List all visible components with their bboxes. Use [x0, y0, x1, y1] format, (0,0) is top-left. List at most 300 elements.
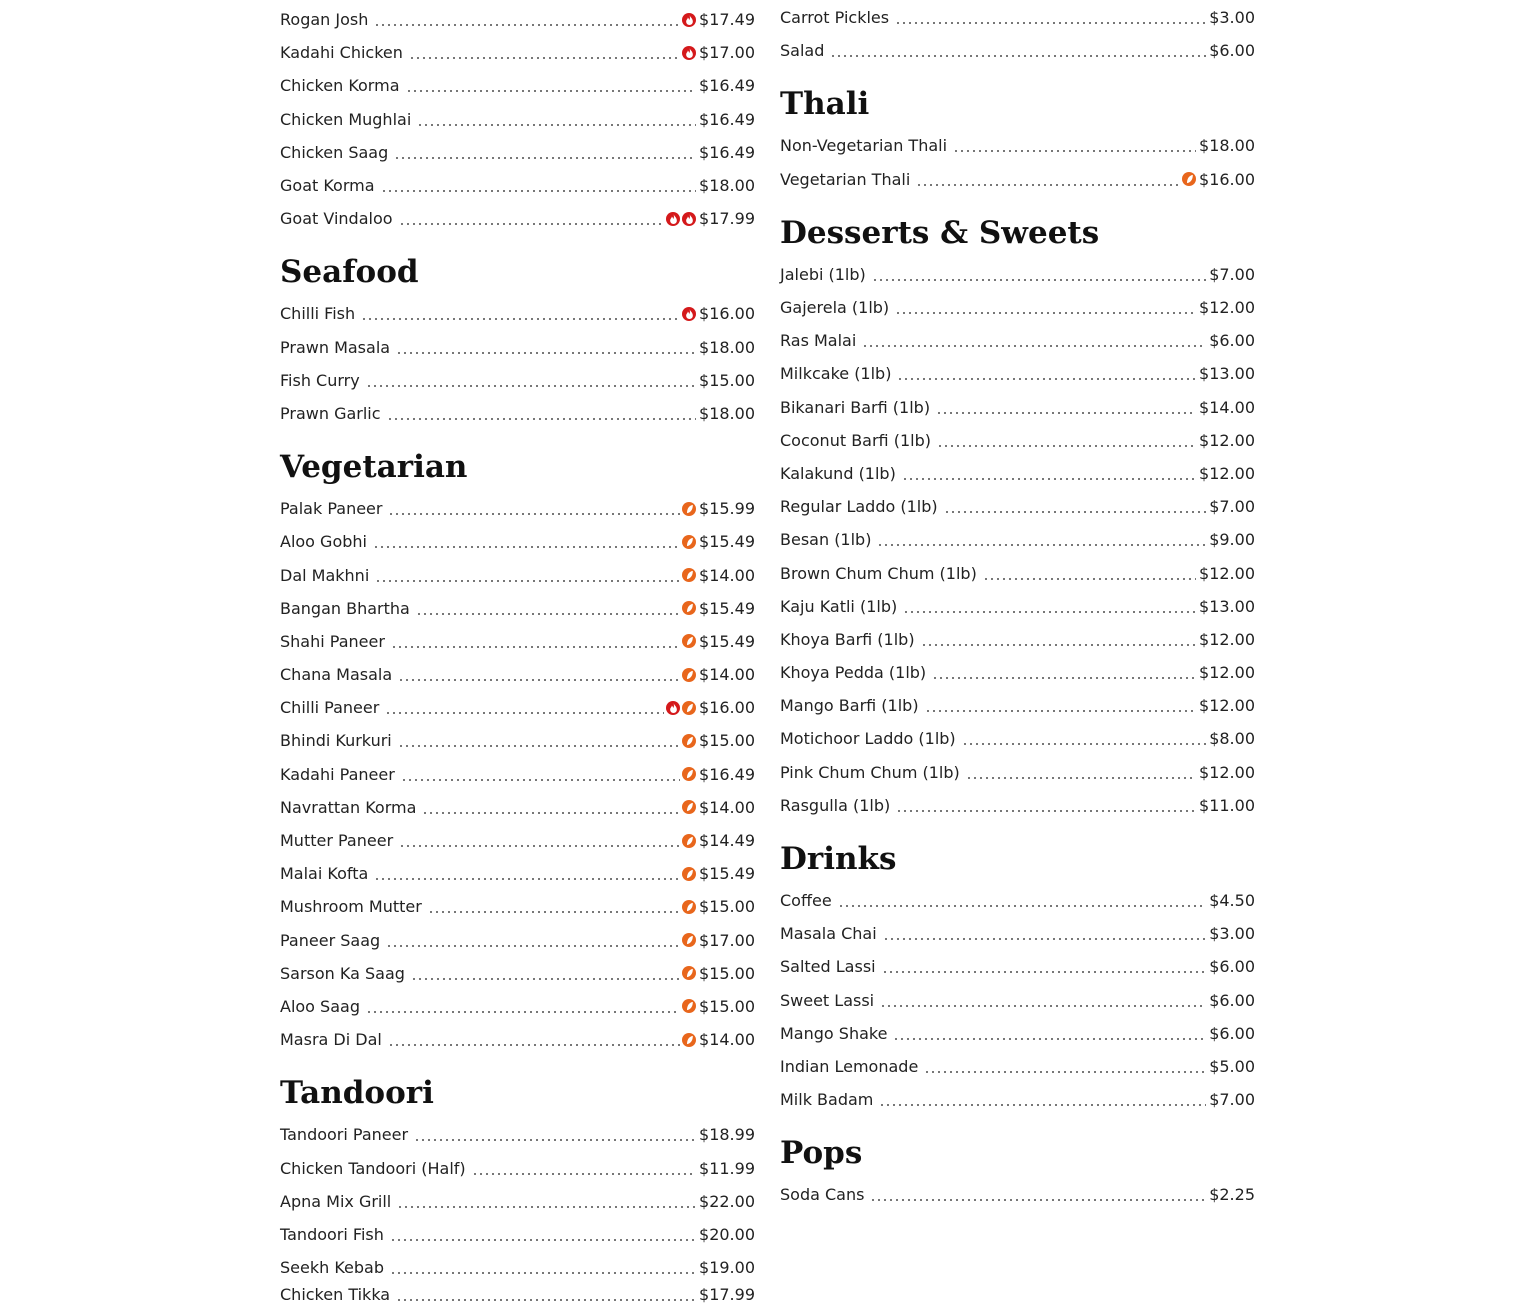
menu-item-name: Kadahi Chicken: [280, 43, 403, 63]
menu-item-price: $18.99: [699, 1125, 755, 1145]
dot-leader: [398, 679, 680, 681]
dot-leader: [862, 345, 1206, 347]
menu-item-icons: [682, 1033, 696, 1047]
menu-item-icons: [682, 900, 696, 914]
menu-item-name: Regular Laddo (1lb): [780, 497, 938, 517]
menu-item: [780, 424, 1255, 457]
dot-leader: [373, 546, 680, 548]
menu-item-icons: [682, 668, 696, 682]
menu-item-name: Chilli Paneer: [280, 698, 380, 718]
veg-icon: [682, 734, 696, 748]
menu-item-icons: [682, 46, 696, 60]
dot-leader: [903, 611, 1196, 613]
menu-item-price: $18.00: [1199, 136, 1255, 156]
menu-item-name: Dal Makhni: [280, 565, 370, 585]
menu-item-name: Aloo Gobhi: [280, 532, 367, 552]
menu-item: [780, 129, 1255, 162]
dot-leader: [390, 1272, 696, 1274]
menu-item-price: $9.00: [1209, 530, 1255, 550]
menu-item-name: Mutter Paneer: [280, 831, 394, 851]
menu-item: [280, 297, 755, 330]
menu-item: [280, 3, 755, 36]
menu-item-icons: [682, 966, 696, 980]
menu-item: [780, 722, 1255, 755]
dot-leader: [880, 1005, 1206, 1007]
dot-leader: [374, 24, 680, 26]
menu-item: [780, 756, 1255, 789]
dot-leader: [872, 279, 1206, 281]
veg-icon: [682, 966, 696, 980]
dot-leader: [883, 938, 1207, 940]
dot-leader: [417, 124, 696, 126]
section-title: Thali: [780, 86, 870, 123]
menu-item-price: $13.00: [1199, 364, 1255, 384]
menu-item: [280, 791, 755, 824]
menu-item-name: Brown Chum Chum (1lb): [780, 563, 977, 583]
menu-item: [780, 917, 1255, 950]
section-title: Pops: [780, 1135, 863, 1172]
dot-leader: [902, 478, 1196, 480]
menu-item-name: Palak Paneer: [280, 499, 383, 519]
section-title: Vegetarian: [280, 449, 468, 486]
menu-item: [280, 364, 755, 397]
dot-leader: [944, 511, 1207, 513]
menu-item: [780, 34, 1255, 67]
dot-leader: [414, 1139, 696, 1141]
dot-leader: [916, 184, 1180, 186]
menu-item-price: $6.00: [1209, 331, 1255, 351]
menu-item-price: $15.00: [699, 370, 755, 390]
dot-leader: [361, 318, 680, 320]
menu-item-price: $18.00: [699, 176, 755, 196]
veg-icon: [682, 834, 696, 848]
menu-item-icons: [1182, 172, 1196, 186]
menu-item-icons: [682, 800, 696, 814]
menu-item: [280, 103, 755, 136]
menu-item-name: Kaju Katli (1lb): [780, 596, 898, 616]
dot-leader: [895, 22, 1206, 24]
veg-icon: [682, 601, 696, 615]
menu-item-price: $15.49: [699, 532, 755, 552]
spicy-icon: [666, 212, 680, 226]
dot-leader: [932, 677, 1196, 679]
menu-item-price: $7.00: [1209, 497, 1255, 517]
menu-item-name: Chicken Tikka: [280, 1284, 391, 1304]
menu-item-icons: [682, 834, 696, 848]
menu-item: [280, 558, 755, 591]
menu-item-name: Ras Malai: [780, 331, 857, 351]
section-title: Desserts & Sweets: [780, 214, 1100, 251]
menu-item-icons: [666, 212, 696, 226]
menu-item-name: Sweet Lassi: [780, 990, 875, 1010]
menu-item-price: $15.00: [699, 897, 755, 917]
menu-item-name: Goat Vindaloo: [280, 209, 393, 229]
menu-item-price: $15.00: [699, 731, 755, 751]
dot-leader: [366, 1011, 680, 1013]
menu-item-price: $6.00: [1209, 1023, 1255, 1043]
menu-item-price: $16.49: [699, 109, 755, 129]
menu-item-price: $17.00: [699, 43, 755, 63]
menu-item-name: Paneer Saag: [280, 930, 381, 950]
veg-icon: [682, 767, 696, 781]
menu-item-price: $8.00: [1209, 729, 1255, 749]
menu-item: [280, 331, 755, 364]
menu-item-price: $6.00: [1209, 41, 1255, 61]
menu-item-name: Carrot Pickles: [780, 8, 890, 28]
dot-leader: [472, 1173, 696, 1175]
menu-item-icons: [682, 634, 696, 648]
dot-leader: [428, 911, 680, 913]
spicy-icon: [666, 701, 680, 715]
menu-item: [280, 202, 755, 235]
veg-icon: [682, 900, 696, 914]
menu-item-price: $7.00: [1209, 264, 1255, 284]
veg-icon: [682, 701, 696, 715]
menu-item-icons: [682, 867, 696, 881]
dot-leader: [388, 1044, 680, 1046]
menu-item-name: Salted Lassi: [780, 957, 876, 977]
menu-item-name: Milk Badam: [780, 1090, 874, 1110]
menu-item-price: $11.00: [1199, 795, 1255, 815]
menu-item-price: $12.00: [1199, 463, 1255, 483]
menu-item-price: $13.00: [1199, 596, 1255, 616]
menu-item-name: Bangan Bhartha: [280, 598, 410, 618]
dot-leader: [406, 90, 697, 92]
dot-leader: [953, 150, 1196, 152]
veg-icon: [682, 933, 696, 947]
menu-item-price: $19.00: [699, 1258, 755, 1278]
dot-leader: [936, 412, 1196, 414]
menu-item: [280, 957, 755, 990]
dot-leader: [401, 779, 680, 781]
menu-item-icons: [682, 502, 696, 516]
dot-leader: [398, 745, 680, 747]
menu-item-price: $15.49: [699, 631, 755, 651]
menu-item: [780, 590, 1255, 623]
menu-item-price: $7.00: [1209, 1090, 1255, 1110]
menu-item-name: Chicken Saag: [280, 142, 389, 162]
menu-item: [780, 324, 1255, 357]
menu-item-name: Tandoori Paneer: [280, 1125, 409, 1145]
menu-item-price: $4.50: [1209, 891, 1255, 911]
menu-item-icons: [682, 601, 696, 615]
menu-item-price: $15.00: [699, 996, 755, 1016]
menu-item-price: $16.49: [699, 142, 755, 162]
dot-leader: [422, 812, 680, 814]
dot-leader: [966, 777, 1196, 779]
menu-item-price: $11.99: [699, 1158, 755, 1178]
menu-item: [280, 758, 755, 791]
menu-item-name: Sarson Ka Saag: [280, 963, 405, 983]
section-title: Drinks: [780, 840, 897, 877]
menu-item-name: Bhindi Kurkuri: [280, 731, 392, 751]
menu-item-name: Chicken Korma: [280, 76, 400, 96]
menu-item-icons: [682, 568, 696, 582]
menu-item: [780, 884, 1255, 917]
menu-item: [280, 492, 755, 525]
menu-column-left: [280, 0, 755, 1304]
menu-item-name: Indian Lemonade: [780, 1056, 919, 1076]
menu-item: [280, 625, 755, 658]
menu-item-name: Pink Chum Chum (1lb): [780, 762, 960, 782]
menu-item-name: Khoya Pedda (1lb): [780, 663, 927, 683]
menu-item: [280, 525, 755, 558]
menu-item-price: $15.00: [699, 963, 755, 983]
menu-item: [780, 258, 1255, 291]
menu-item: [280, 990, 755, 1023]
menu-item: [780, 523, 1255, 556]
dot-leader: [391, 646, 680, 648]
menu-item: [280, 724, 755, 757]
menu-item: [280, 890, 755, 923]
menu-item-name: Mango Barfi (1lb): [780, 696, 919, 716]
menu-item: [280, 136, 755, 169]
menu-item-name: Non-Vegetarian Thali: [780, 136, 948, 156]
dot-leader: [870, 1199, 1206, 1201]
veg-icon: [682, 1033, 696, 1047]
menu-item-name: Milkcake (1lb): [780, 364, 892, 384]
dot-leader: [397, 1206, 696, 1208]
menu-item-price: $22.00: [699, 1191, 755, 1211]
menu-item-name: Masala Chai: [780, 924, 877, 944]
menu-item: [780, 1083, 1255, 1116]
menu-item-price: $14.00: [699, 665, 755, 685]
menu-item: [280, 169, 755, 202]
menu-item: [280, 857, 755, 890]
menu-item-name: Motichoor Laddo (1lb): [780, 729, 956, 749]
menu-item-icons: [682, 999, 696, 1013]
dot-leader: [924, 1071, 1206, 1073]
menu-item-price: $15.49: [699, 598, 755, 618]
menu-item: [780, 1050, 1255, 1083]
menu-item-price: $14.00: [699, 565, 755, 585]
menu-item: [780, 163, 1255, 196]
menu-item: [280, 924, 755, 957]
menu-item: [780, 391, 1255, 424]
veg-icon: [682, 535, 696, 549]
menu-item-name: Tandoori Fish: [280, 1224, 384, 1244]
dot-leader: [896, 810, 1196, 812]
dot-leader: [921, 644, 1196, 646]
menu-item-name: Khoya Barfi (1lb): [780, 629, 915, 649]
menu-item: [780, 291, 1255, 324]
menu-item: [280, 1118, 755, 1151]
menu-item-price: $12.00: [1199, 762, 1255, 782]
veg-icon: [682, 867, 696, 881]
menu-item: [280, 397, 755, 430]
dot-leader: [387, 418, 696, 420]
menu-item-price: $16.00: [699, 304, 755, 324]
menu-item-price: $5.00: [1209, 1056, 1255, 1076]
veg-icon: [682, 800, 696, 814]
menu-item-name: Mango Shake: [780, 1023, 888, 1043]
menu-item-price: $16.49: [699, 764, 755, 784]
menu-item-price: $18.00: [699, 337, 755, 357]
menu-item-name: Coconut Barfi (1lb): [780, 430, 931, 450]
menu-item-price: $17.00: [699, 930, 755, 950]
dot-leader: [375, 580, 680, 582]
menu-item-price: $6.00: [1209, 990, 1255, 1010]
dot-leader: [399, 223, 665, 225]
dot-leader: [416, 613, 680, 615]
menu-item-name: Prawn Garlic: [280, 403, 381, 423]
menu-item-price: $14.00: [699, 797, 755, 817]
menu-item-name: Shahi Paneer: [280, 631, 385, 651]
menu-item-name: Masra Di Dal: [280, 1030, 382, 1050]
dot-leader: [394, 157, 696, 159]
dot-leader: [897, 378, 1196, 380]
menu-item-name: Chana Masala: [280, 665, 393, 685]
menu-item-name: Kadahi Paneer: [280, 764, 395, 784]
menu-item-price: $18.00: [699, 403, 755, 423]
menu-item-price: $14.49: [699, 831, 755, 851]
menu-item-name: Seekh Kebab: [280, 1258, 384, 1278]
dot-leader: [374, 878, 680, 880]
veg-icon: [1182, 172, 1196, 186]
menu-item-name: Malai Kofta: [280, 864, 369, 884]
menu-item-price: $17.99: [699, 1284, 755, 1304]
dot-leader: [381, 190, 696, 192]
dot-leader: [366, 385, 696, 387]
menu-column-right: [780, 0, 1255, 1211]
dot-leader: [937, 445, 1196, 447]
menu-item: [780, 457, 1255, 490]
menu-item-price: $12.00: [1199, 696, 1255, 716]
dot-leader: [388, 513, 680, 515]
menu-item-price: $20.00: [699, 1224, 755, 1244]
menu-item-price: $6.00: [1209, 957, 1255, 977]
menu-item: [780, 950, 1255, 983]
menu-item-name: Aloo Saag: [280, 996, 360, 1016]
dot-leader: [409, 57, 680, 59]
dot-leader: [962, 743, 1207, 745]
dot-leader: [879, 1104, 1206, 1106]
menu-item: [280, 1185, 755, 1218]
menu-item-name: Vegetarian Thali: [780, 169, 911, 189]
menu-item: [280, 1023, 755, 1056]
menu-item-price: $12.00: [1199, 298, 1255, 318]
dot-leader: [396, 1299, 696, 1301]
dot-leader: [882, 971, 1207, 973]
veg-icon: [682, 502, 696, 516]
menu-item: [780, 1178, 1255, 1211]
section-title: Seafood: [280, 254, 419, 291]
dot-leader: [386, 945, 680, 947]
spicy-icon: [682, 13, 696, 27]
menu-item-name: Kalakund (1lb): [780, 463, 896, 483]
menu-item: [780, 656, 1255, 689]
menu-item: [780, 490, 1255, 523]
dot-leader: [925, 710, 1196, 712]
menu-item: [280, 658, 755, 691]
spicy-icon: [682, 46, 696, 60]
spicy-icon: [682, 307, 696, 321]
menu-item-price: $12.00: [1199, 629, 1255, 649]
menu-item-name: Chicken Tandoori (Half): [280, 1158, 466, 1178]
menu-item-name: Bikanari Barfi (1lb): [780, 397, 931, 417]
menu-item: [280, 1251, 755, 1284]
dot-leader: [895, 312, 1196, 314]
dot-leader: [893, 1038, 1206, 1040]
menu-item-name: Goat Korma: [280, 176, 375, 196]
menu-item: [280, 36, 755, 69]
menu-item-price: $17.49: [699, 10, 755, 30]
menu-item-name: Fish Curry: [280, 370, 360, 390]
menu-item-price: $16.49: [699, 76, 755, 96]
menu-item: [280, 592, 755, 625]
menu-item-price: $12.00: [1199, 430, 1255, 450]
dot-leader: [838, 905, 1207, 907]
menu-item-price: $3.00: [1209, 8, 1255, 28]
dot-leader: [983, 578, 1196, 580]
menu-item-price: $16.00: [1199, 169, 1255, 189]
dot-leader: [390, 1239, 696, 1241]
menu-item: [780, 623, 1255, 656]
menu-item-name: Chilli Fish: [280, 304, 356, 324]
dot-leader: [399, 845, 680, 847]
veg-icon: [682, 634, 696, 648]
menu-item-price: $15.49: [699, 864, 755, 884]
menu-item-name: Besan (1lb): [780, 530, 872, 550]
menu-item-icons: [666, 701, 696, 715]
menu-item-name: Mushroom Mutter: [280, 897, 422, 917]
menu-item-name: Chicken Mughlai: [280, 109, 412, 129]
menu-item-icons: [682, 734, 696, 748]
menu-item: [280, 824, 755, 857]
dot-leader: [830, 55, 1206, 57]
dot-leader: [396, 352, 696, 354]
dot-leader: [411, 978, 680, 980]
menu-item-price: $2.25: [1209, 1185, 1255, 1205]
menu-item: [280, 69, 755, 102]
menu-item-price: $14.00: [1199, 397, 1255, 417]
menu-item-price: $16.00: [699, 698, 755, 718]
menu-item-price: $3.00: [1209, 924, 1255, 944]
menu-item-price: $17.99: [699, 209, 755, 229]
menu-item: [780, 689, 1255, 722]
menu-item-icons: [682, 933, 696, 947]
menu-item: [280, 691, 755, 724]
veg-icon: [682, 568, 696, 582]
menu-item-icons: [682, 307, 696, 321]
dot-leader: [877, 544, 1206, 546]
menu-item-name: Rogan Josh: [280, 10, 369, 30]
veg-icon: [682, 668, 696, 682]
menu-item-name: Prawn Masala: [280, 337, 391, 357]
dot-leader: [385, 712, 664, 714]
menu-item-price: $14.00: [699, 1030, 755, 1050]
menu-item-name: Coffee: [780, 891, 832, 911]
menu-item-icons: [682, 535, 696, 549]
section-title: Tandoori: [280, 1075, 434, 1112]
menu-item: [780, 556, 1255, 589]
menu-item: [280, 1284, 755, 1304]
menu-item-icons: [682, 767, 696, 781]
menu-item-name: Gajerela (1lb): [780, 298, 890, 318]
menu-item: [780, 1, 1255, 34]
menu-item-name: Soda Cans: [780, 1185, 865, 1205]
menu-item-name: Rasgulla (1lb): [780, 795, 891, 815]
menu-item: [280, 1151, 755, 1184]
menu-item-icons: [682, 13, 696, 27]
menu-item-price: $15.99: [699, 499, 755, 519]
spicy-icon: [682, 212, 696, 226]
menu-item: [780, 984, 1255, 1017]
menu-item: [780, 789, 1255, 822]
menu-item-price: $12.00: [1199, 663, 1255, 683]
veg-icon: [682, 999, 696, 1013]
menu-item-name: Salad: [780, 41, 825, 61]
